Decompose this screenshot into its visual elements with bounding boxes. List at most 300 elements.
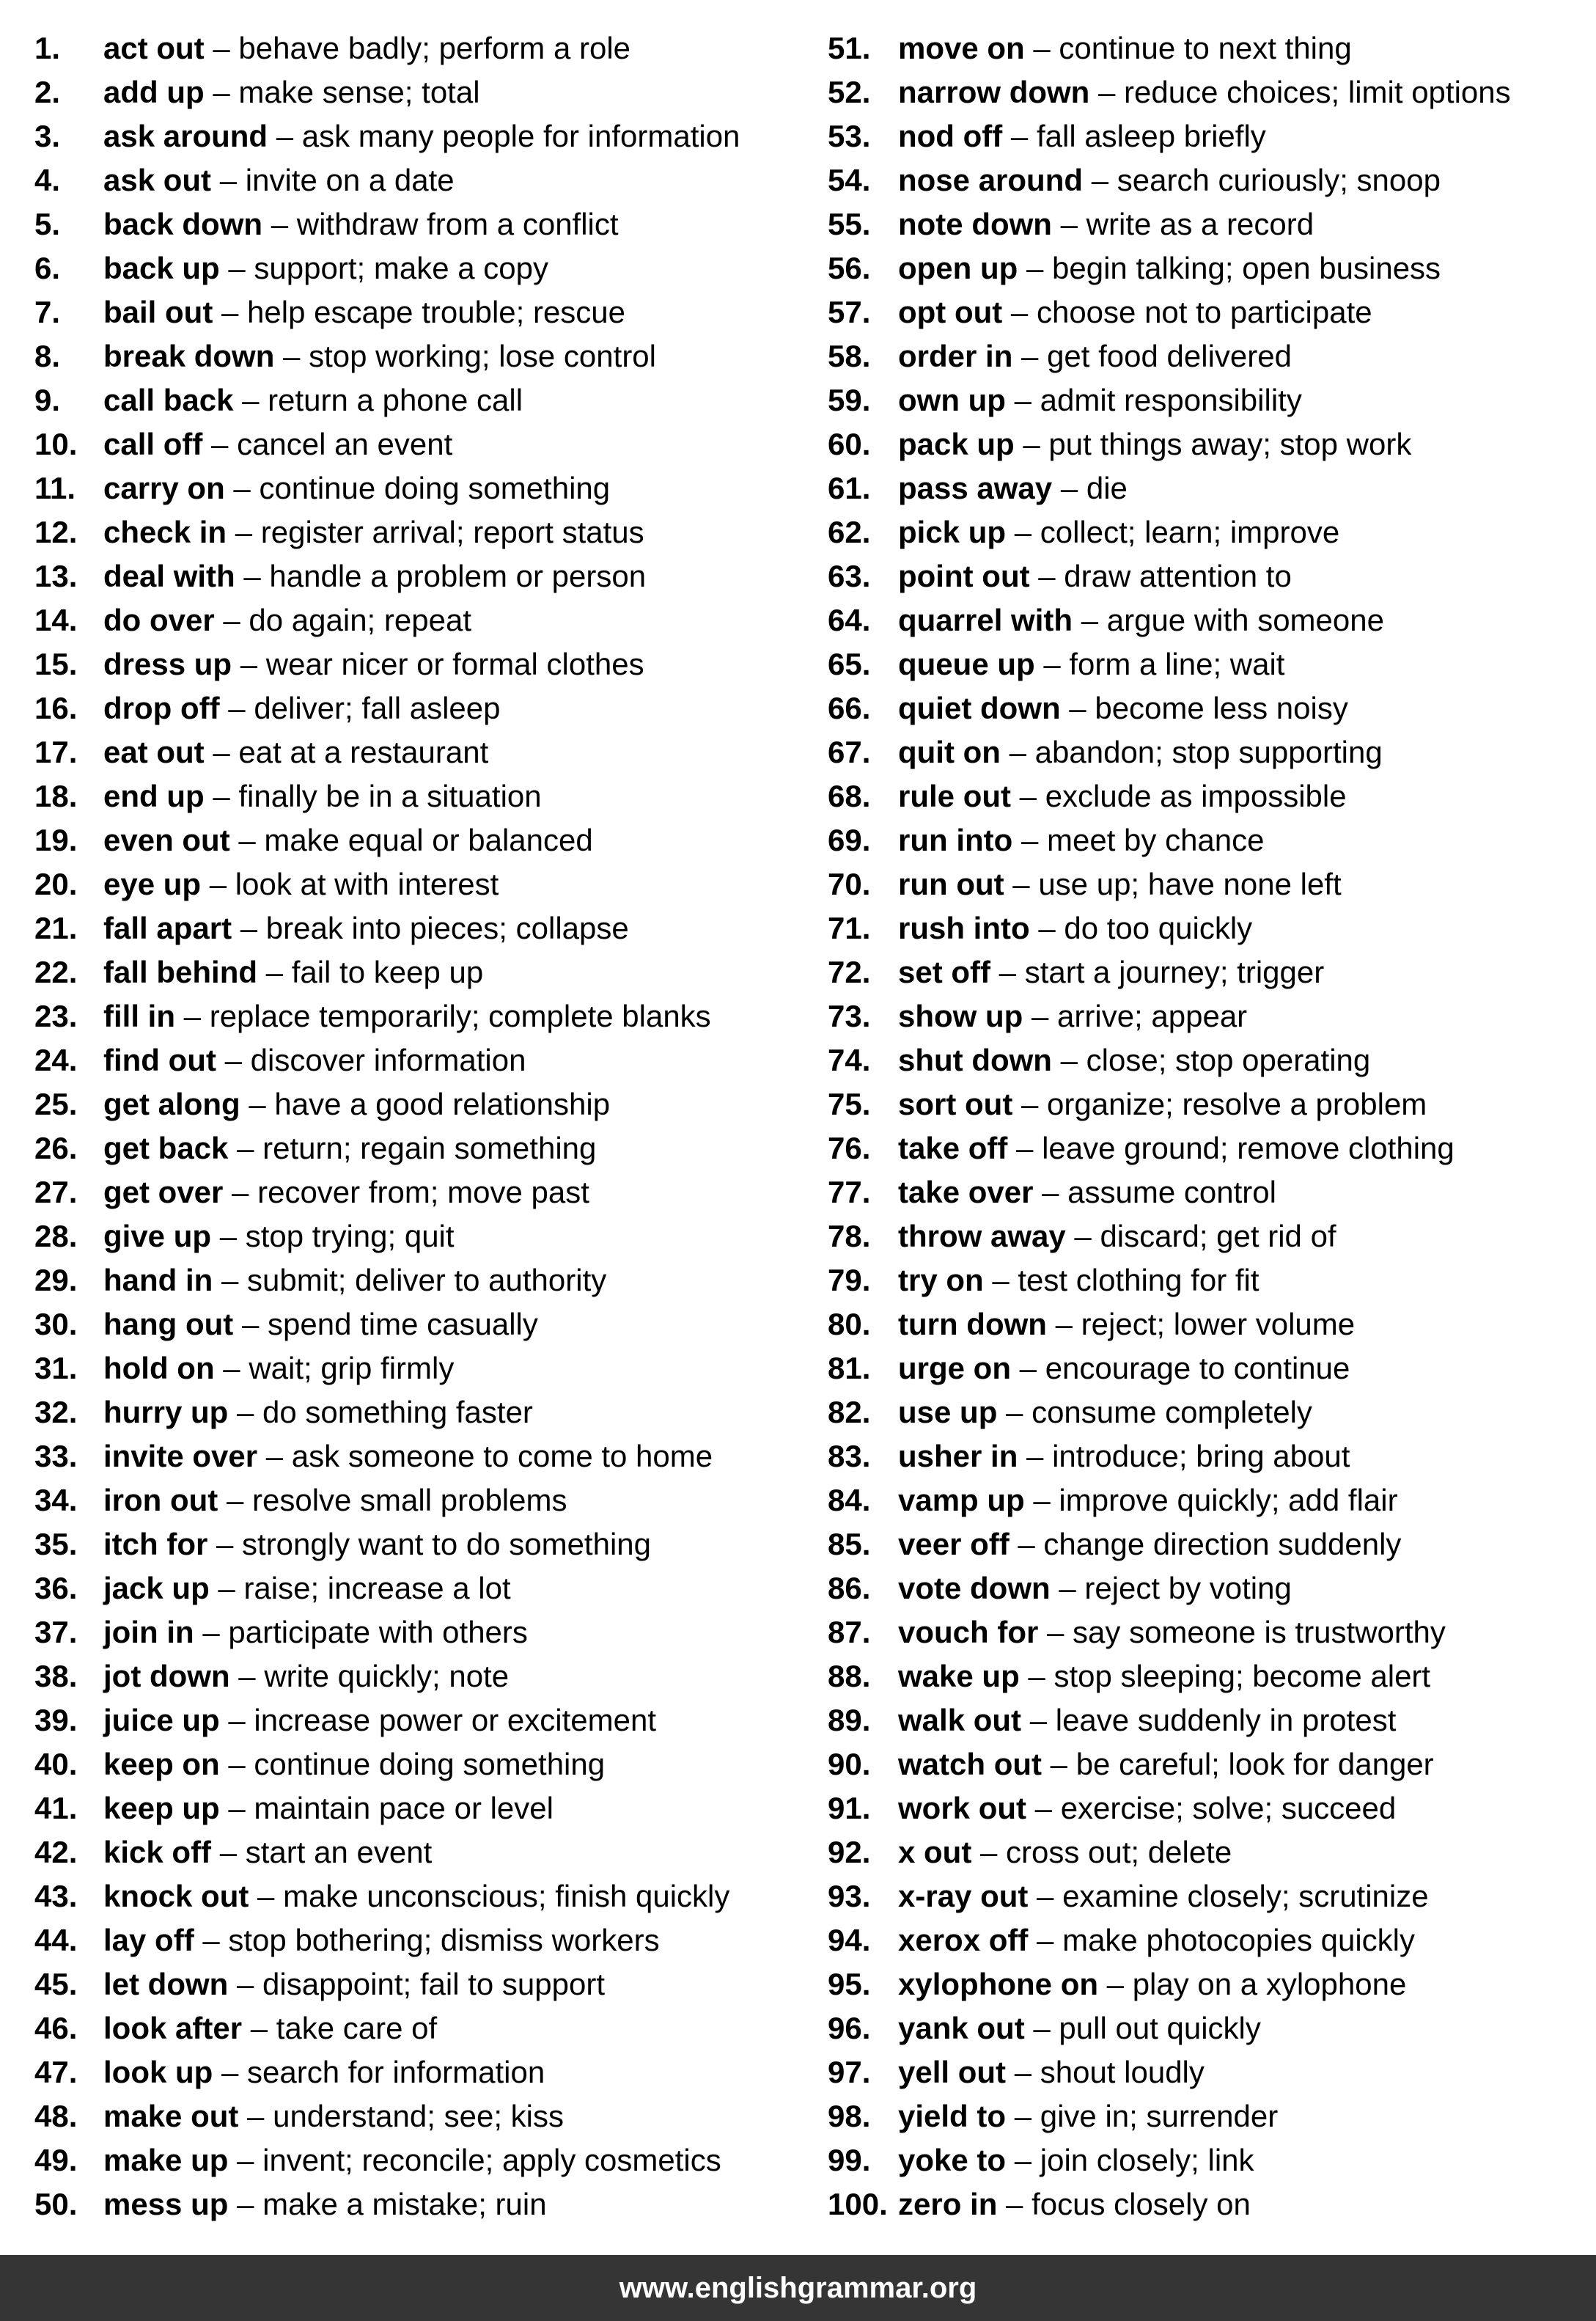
list-item	[828, 378, 1596, 422]
item-number: 53.	[828, 119, 871, 153]
definition: give in; surrender	[1040, 2099, 1279, 2133]
item-text	[103, 246, 548, 290]
item-number: 24.	[34, 1043, 78, 1077]
separator: –	[1018, 251, 1053, 285]
definition: support; make a copy	[254, 251, 548, 285]
phrasal-verb: carry on	[103, 471, 225, 505]
phrasal-verb: set off	[898, 955, 990, 989]
item-number: 50.	[34, 2187, 78, 2221]
list-item	[34, 598, 812, 642]
list-item	[828, 1390, 1596, 1434]
list-item	[828, 598, 1596, 642]
item-text	[103, 1566, 511, 1610]
list-item	[34, 422, 812, 466]
item-number: 28.	[34, 1219, 78, 1253]
list-item	[828, 1126, 1596, 1170]
phrasal-verb: mess up	[103, 2187, 229, 2221]
phrasal-verb: take off	[898, 1131, 1008, 1165]
separator: –	[232, 911, 266, 945]
list-item	[34, 774, 812, 818]
definition: introduce; bring about	[1052, 1439, 1350, 1473]
list-item	[34, 642, 812, 686]
item-number: 73.	[828, 999, 871, 1033]
item-number: 96.	[828, 2011, 871, 2045]
list-item	[828, 1962, 1596, 2006]
phrasal-verb: dress up	[103, 647, 232, 681]
separator: –	[233, 1307, 268, 1341]
phrasal-verb: jack up	[103, 1571, 210, 1605]
separator: –	[1098, 1967, 1133, 2001]
separator: –	[204, 75, 239, 109]
item-number: 80.	[828, 1307, 871, 1341]
item-number: 99.	[828, 2143, 871, 2177]
item-number: 89.	[828, 1703, 871, 1737]
phrasal-verb: look after	[103, 2011, 243, 2045]
item-text	[898, 818, 1265, 862]
item-text	[103, 1786, 554, 1830]
separator: –	[1011, 1351, 1045, 1385]
item-text	[898, 730, 1383, 774]
list-item	[34, 1742, 812, 1786]
phrasal-verb: fill in	[103, 999, 175, 1033]
list-item	[828, 70, 1596, 114]
separator: –	[1023, 999, 1058, 1033]
definition: increase power or excitement	[254, 1703, 656, 1737]
item-number: 52.	[828, 75, 871, 109]
list-item	[34, 1830, 812, 1874]
definition: search for information	[247, 2055, 545, 2089]
definition: continue to next thing	[1059, 31, 1352, 65]
separator: –	[1009, 1527, 1044, 1561]
definition: abandon; stop supporting	[1034, 735, 1383, 769]
list-item	[828, 1742, 1596, 1786]
list-item	[828, 554, 1596, 598]
item-number: 30.	[34, 1307, 78, 1341]
separator: –	[224, 471, 260, 505]
item-text	[103, 862, 499, 906]
separator: –	[204, 735, 239, 769]
definition: shout loudly	[1040, 2055, 1205, 2089]
item-number: 18.	[34, 779, 78, 813]
separator: –	[257, 955, 292, 989]
separator: –	[240, 1087, 275, 1121]
item-text	[103, 1258, 606, 1302]
item-number: 94.	[828, 1923, 871, 1957]
item-text	[103, 730, 488, 774]
item-number: 40.	[34, 1747, 78, 1781]
definition: change direction suddenly	[1043, 1527, 1402, 1561]
list-item	[828, 158, 1596, 202]
separator: –	[232, 647, 266, 681]
item-text	[103, 1214, 455, 1258]
phrasal-verb: yield to	[898, 2099, 1007, 2133]
list-item	[828, 1918, 1596, 1962]
website-link[interactable]: www.englishgrammar.org	[619, 2271, 977, 2304]
item-text	[103, 422, 452, 466]
item-number: 51.	[828, 31, 871, 65]
phrasal-verb: eat out	[103, 735, 205, 769]
phrasal-verb: vouch for	[898, 1615, 1039, 1649]
definition: continue doing something	[259, 471, 611, 505]
definition: put things away; stop work	[1048, 427, 1412, 461]
item-number: 67.	[828, 735, 871, 769]
definition: make unconscious; finish quickly	[283, 1879, 730, 1913]
definition: start a journey; trigger	[1024, 955, 1325, 989]
item-text	[898, 1434, 1350, 1478]
item-number: 86.	[828, 1571, 871, 1605]
list-item	[828, 774, 1596, 818]
definition: stop bothering; dismiss workers	[228, 1923, 660, 1957]
item-text	[898, 774, 1347, 818]
item-text	[898, 378, 1302, 422]
item-text	[103, 1478, 567, 1522]
phrasal-verb: invite over	[103, 1439, 258, 1473]
item-number: 82.	[828, 1395, 871, 1429]
list-item	[34, 1434, 812, 1478]
phrasal-verb: add up	[103, 75, 205, 109]
item-number: 15.	[34, 647, 78, 681]
item-number: 38.	[34, 1659, 78, 1693]
item-text	[898, 1082, 1427, 1126]
separator: –	[219, 1747, 254, 1781]
separator: –	[268, 119, 302, 153]
phrasal-verb: give up	[103, 1219, 212, 1253]
item-text	[898, 334, 1292, 378]
phrasal-verb: let down	[103, 1967, 229, 2001]
definition: reject by voting	[1084, 1571, 1292, 1605]
item-number: 84.	[828, 1483, 871, 1517]
item-text	[898, 950, 1324, 994]
item-number: 3.	[34, 119, 61, 153]
item-number: 16.	[34, 691, 78, 725]
item-text	[898, 1830, 1232, 1874]
list-item	[828, 114, 1596, 158]
item-number: 8.	[34, 339, 61, 373]
item-text	[898, 202, 1314, 246]
phrasal-verb: run out	[898, 867, 1004, 901]
item-text	[103, 774, 542, 818]
item-text	[103, 70, 480, 114]
item-number: 20.	[34, 867, 78, 901]
list-item	[34, 1522, 812, 1566]
phrasal-verb: quit on	[898, 735, 1001, 769]
definition: break into pieces; collapse	[265, 911, 629, 945]
separator: –	[1012, 1087, 1048, 1121]
list-item	[34, 26, 812, 70]
item-text	[103, 2094, 564, 2138]
definition: get food delivered	[1047, 339, 1292, 373]
definition: collect; learn; improve	[1040, 515, 1340, 549]
definition: die	[1086, 471, 1128, 505]
phrasal-verb: hold on	[103, 1351, 215, 1385]
separator: –	[219, 691, 254, 725]
item-number: 17.	[34, 735, 78, 769]
separator: –	[233, 383, 268, 417]
definition: arrive; appear	[1057, 999, 1248, 1033]
definition: handle a problem or person	[269, 559, 647, 593]
definition: ask many people for information	[301, 119, 740, 153]
list-item	[34, 1478, 812, 1522]
phrasal-verb: fall apart	[103, 911, 232, 945]
list-item	[34, 554, 812, 598]
separator: –	[997, 1395, 1032, 1429]
separator: –	[229, 823, 265, 857]
definition: raise; increase a lot	[243, 1571, 511, 1605]
item-number: 14.	[34, 603, 78, 637]
phrasal-verb: juice up	[103, 1703, 220, 1737]
phrasal-verb: hang out	[103, 1307, 234, 1341]
definition: have a good relationship	[274, 1087, 611, 1121]
footer-bar	[0, 2255, 1596, 2321]
separator: –	[1065, 1219, 1100, 1253]
item-text	[898, 1610, 1446, 1654]
item-text	[898, 862, 1342, 906]
list-item	[34, 1918, 812, 1962]
item-text	[898, 2182, 1251, 2226]
item-text	[898, 1654, 1430, 1698]
item-text	[103, 818, 593, 862]
definition: exclude as impossible	[1045, 779, 1347, 813]
definition: do too quickly	[1064, 911, 1253, 945]
definition: eat at a restaurant	[238, 735, 489, 769]
list-item	[828, 290, 1596, 334]
item-text	[898, 1962, 1406, 2006]
list-item	[34, 510, 812, 554]
phrasal-verb: yell out	[898, 2055, 1007, 2089]
list-item	[34, 334, 812, 378]
list-item	[34, 114, 812, 158]
item-text	[103, 1038, 526, 1082]
phrasal-verb: back down	[103, 207, 263, 241]
phrasal-verb: zero in	[898, 2187, 998, 2221]
item-number: 37.	[34, 1615, 78, 1649]
item-number: 45.	[34, 1967, 78, 2001]
item-number: 36.	[34, 1571, 78, 1605]
list-item	[34, 1390, 812, 1434]
phrasal-verb: act out	[103, 31, 205, 65]
phrasal-verb: vamp up	[898, 1483, 1025, 1517]
separator: –	[1052, 471, 1086, 505]
phrasal-verb: run into	[898, 823, 1013, 857]
definition: reject; lower volume	[1081, 1307, 1356, 1341]
definition: replace temporarily; complete blanks	[209, 999, 711, 1033]
phrasal-verb: rule out	[898, 779, 1011, 813]
phrasal-verb: usher in	[898, 1439, 1018, 1473]
list-item	[34, 686, 812, 730]
item-text	[103, 2182, 547, 2226]
separator: –	[1007, 1131, 1042, 1165]
phrasal-verb: do over	[103, 603, 215, 637]
item-number: 97.	[828, 2055, 871, 2089]
separator: –	[1060, 691, 1095, 725]
item-number: 78.	[828, 1219, 871, 1253]
item-number: 63.	[828, 559, 871, 593]
phrasal-verb: show up	[898, 999, 1023, 1033]
definition: argue with someone	[1106, 603, 1384, 637]
definition: do again; repeat	[249, 603, 471, 637]
separator: –	[1006, 515, 1040, 549]
separator: –	[228, 1131, 263, 1165]
list-item	[34, 1038, 812, 1082]
definition: use up; have none left	[1038, 867, 1342, 901]
list-item	[828, 1258, 1596, 1302]
definition: continue doing something	[254, 1747, 606, 1781]
item-number: 79.	[828, 1263, 871, 1297]
phrasal-verb: pass away	[898, 471, 1053, 505]
list-item	[34, 730, 812, 774]
definition: start an event	[245, 1835, 433, 1869]
separator: –	[262, 207, 297, 241]
item-text	[103, 1126, 596, 1170]
item-text	[898, 686, 1348, 730]
separator: –	[1006, 2143, 1040, 2177]
separator: –	[218, 1483, 252, 1517]
item-text	[103, 642, 644, 686]
definition: play on a xylophone	[1132, 1967, 1407, 2001]
list-item	[828, 642, 1596, 686]
phrasal-verb: quarrel with	[898, 603, 1073, 637]
item-text	[103, 1170, 589, 1214]
definition: search curiously; snoop	[1117, 163, 1441, 197]
item-number: 2.	[34, 75, 61, 109]
separator: –	[204, 779, 239, 813]
separator: –	[228, 1395, 263, 1429]
item-number: 90.	[828, 1747, 871, 1781]
item-number: 25.	[34, 1087, 78, 1121]
phrasal-verb: shut down	[898, 1043, 1052, 1077]
separator: –	[213, 295, 248, 329]
item-text	[103, 1082, 610, 1126]
definition: cross out; delete	[1006, 1835, 1232, 1869]
item-number: 22.	[34, 955, 78, 989]
item-text	[898, 246, 1441, 290]
list-item	[828, 26, 1596, 70]
item-number: 98.	[828, 2099, 871, 2133]
list-item	[34, 1698, 812, 1742]
item-text	[898, 1566, 1292, 1610]
item-number: 4.	[34, 163, 61, 197]
item-number: 35.	[34, 1527, 78, 1561]
separator: –	[238, 2099, 273, 2133]
separator: –	[1011, 779, 1045, 813]
definition: withdraw from a conflict	[296, 207, 619, 241]
item-number: 56.	[828, 251, 871, 285]
item-text	[103, 1390, 533, 1434]
separator: –	[214, 1351, 249, 1385]
list-item	[828, 818, 1596, 862]
definition: make photocopies quickly	[1062, 1923, 1416, 1957]
separator: –	[209, 1571, 244, 1605]
separator: –	[1002, 295, 1037, 329]
item-text	[103, 1830, 432, 1874]
list-item	[34, 1566, 812, 1610]
separator: –	[175, 999, 210, 1033]
item-text	[898, 510, 1339, 554]
definition: look at with interest	[235, 867, 499, 901]
list-item	[828, 686, 1596, 730]
list-item	[34, 1962, 812, 2006]
separator: –	[1014, 427, 1049, 461]
item-text	[898, 1258, 1259, 1302]
phrasal-verb: even out	[103, 823, 230, 857]
separator: –	[1042, 1747, 1076, 1781]
phrasal-verb: jot down	[103, 1659, 230, 1693]
phrasal-verb: drop off	[103, 691, 220, 725]
item-number: 19.	[34, 823, 78, 857]
separator: –	[1046, 1307, 1081, 1341]
separator: –	[1024, 31, 1059, 65]
item-text	[103, 510, 644, 554]
list-item	[34, 1170, 812, 1214]
definition: help escape trouble; rescue	[247, 295, 626, 329]
phrasal-verb: find out	[103, 1043, 216, 1077]
list-item	[828, 1082, 1596, 1126]
separator: –	[207, 1527, 243, 1561]
list-item	[828, 1654, 1596, 1698]
separator: –	[228, 2143, 263, 2177]
separator: –	[1005, 383, 1040, 417]
right-column	[828, 26, 1596, 2226]
list-item	[828, 246, 1596, 290]
list-item	[828, 1874, 1596, 1918]
item-number: 55.	[828, 207, 871, 241]
item-number: 92.	[828, 1835, 871, 1869]
definition: write as a record	[1086, 207, 1314, 241]
item-number: 49.	[34, 2143, 78, 2177]
definition: register arrival; report status	[260, 515, 644, 549]
item-text	[103, 466, 610, 510]
separator: –	[1038, 1615, 1073, 1649]
item-text	[103, 1522, 651, 1566]
phrasal-verb: note down	[898, 207, 1052, 241]
definition: improve quickly; add flair	[1059, 1483, 1398, 1517]
list-item	[828, 334, 1596, 378]
definition: encourage to continue	[1045, 1351, 1350, 1385]
item-number: 9.	[34, 383, 61, 417]
separator: –	[1012, 339, 1048, 373]
definition: close; stop operating	[1086, 1043, 1371, 1077]
definition: wait; grip firmly	[249, 1351, 455, 1385]
phrasal-verb: yank out	[898, 2011, 1025, 2045]
separator: –	[211, 163, 246, 197]
item-text	[898, 1478, 1398, 1522]
phrasal-verb: urge on	[898, 1351, 1011, 1385]
definition: stop trying; quit	[245, 1219, 455, 1253]
list-item	[34, 2138, 812, 2182]
phrasal-verb: eye up	[103, 867, 202, 901]
separator: –	[219, 1791, 254, 1825]
item-text	[898, 2006, 1261, 2050]
list-item	[34, 290, 812, 334]
phrasal-verb: deal with	[103, 559, 235, 593]
separator: –	[229, 1659, 265, 1693]
list-item	[34, 2182, 812, 2226]
phrasal-verb: hand in	[103, 1263, 213, 1297]
list-item	[34, 1786, 812, 1830]
list-item	[828, 1038, 1596, 1082]
item-text	[898, 1918, 1415, 1962]
list-item	[828, 510, 1596, 554]
item-number: 71.	[828, 911, 871, 945]
item-number: 66.	[828, 691, 871, 725]
item-text	[898, 422, 1411, 466]
definition: ask someone to come to home	[291, 1439, 713, 1473]
list-item	[828, 202, 1596, 246]
item-text	[898, 1126, 1455, 1170]
item-number: 58.	[828, 339, 871, 373]
item-number: 1.	[34, 31, 61, 65]
definition: say someone is trustworthy	[1073, 1615, 1446, 1649]
